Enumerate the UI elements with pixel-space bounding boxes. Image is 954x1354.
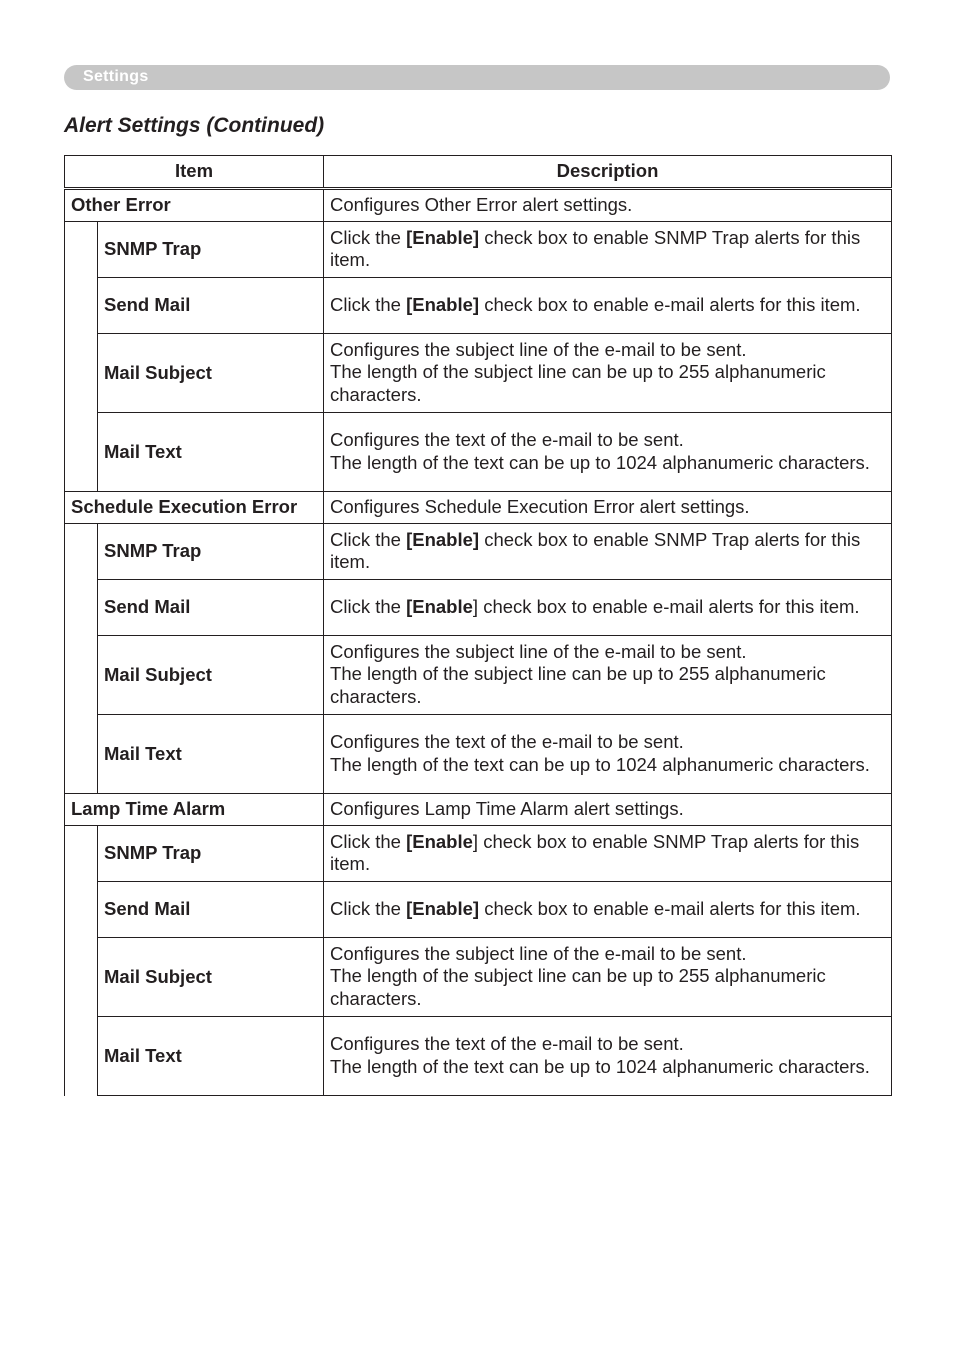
group-description: Configures Lamp Time Alarm alert settings. [324, 794, 892, 826]
item-name: Send Mail [98, 882, 324, 938]
alert-settings-table [64, 155, 892, 1096]
table-row [65, 882, 892, 938]
item-name: Mail Text [98, 1017, 324, 1096]
item-description: Click the [Enable] check box to enable e-mail alerts for this item. [324, 882, 892, 938]
item-name: SNMP Trap [98, 222, 324, 278]
item-description: Click the [Enable] check box to enable SNMP Trap alerts for this item. [324, 826, 892, 882]
item-description: Configures the subject line of the e-mail to be sent. The length of the subject line can be up to 255 alphanumeric characters. [324, 636, 892, 715]
group-row [65, 492, 892, 524]
table-row [65, 222, 892, 278]
section-header-bar [64, 65, 890, 90]
table-row [65, 826, 892, 882]
table-row [65, 278, 892, 334]
item-name: SNMP Trap [98, 524, 324, 580]
table-row [65, 1017, 892, 1096]
indent-cell [65, 826, 98, 1096]
item-description: Click the [Enable] check box to enable e-mail alerts for this item. [324, 580, 892, 636]
item-name: Mail Subject [98, 636, 324, 715]
column-header-description: Description [324, 156, 892, 189]
table-row [65, 715, 892, 794]
item-description: Click the [Enable] check box to enable e-mail alerts for this item. [324, 278, 892, 334]
indent-cell [65, 222, 98, 492]
item-description: Configures the subject line of the e-mail to be sent. The length of the subject line can be up to 255 alphanumeric characters. [324, 938, 892, 1017]
section-label: Settings [83, 68, 149, 85]
item-description: Configures the text of the e-mail to be sent. The length of the text can be up to 1024 alphanumeric characters. [324, 715, 892, 794]
group-description: Configures Schedule Execution Error alert settings. [324, 492, 892, 524]
page-title: Alert Settings (Continued) [64, 114, 325, 137]
column-header-item: Item [65, 156, 324, 189]
item-description: Click the [Enable] check box to enable SNMP Trap alerts for this item. [324, 524, 892, 580]
indent-cell [65, 524, 98, 794]
table-row [65, 938, 892, 1017]
group-name: Schedule Execution Error [65, 492, 324, 524]
item-name: Send Mail [98, 580, 324, 636]
table-row [65, 636, 892, 715]
table-row [65, 524, 892, 580]
item-description: Configures the text of the e-mail to be sent. The length of the text can be up to 1024 alphanumeric characters. [324, 413, 892, 492]
table-row [65, 413, 892, 492]
item-name: Mail Text [98, 715, 324, 794]
group-name: Other Error [65, 189, 324, 222]
item-name: SNMP Trap [98, 826, 324, 882]
group-row [65, 794, 892, 826]
item-description: Configures the text of the e-mail to be sent. The length of the text can be up to 1024 alphanumeric characters. [324, 1017, 892, 1096]
group-row [65, 189, 892, 222]
item-name: Send Mail [98, 278, 324, 334]
item-name: Mail Subject [98, 938, 324, 1017]
item-description: Configures the subject line of the e-mail to be sent. The length of the subject line can be up to 255 alphanumeric characters. [324, 334, 892, 413]
group-name: Lamp Time Alarm [65, 794, 324, 826]
item-description: Click the [Enable] check box to enable SNMP Trap alerts for this item. [324, 222, 892, 278]
item-name: Mail Subject [98, 334, 324, 413]
table-row [65, 580, 892, 636]
item-name: Mail Text [98, 413, 324, 492]
table-row [65, 334, 892, 413]
table-header-row [65, 156, 892, 189]
group-description: Configures Other Error alert settings. [324, 189, 892, 222]
